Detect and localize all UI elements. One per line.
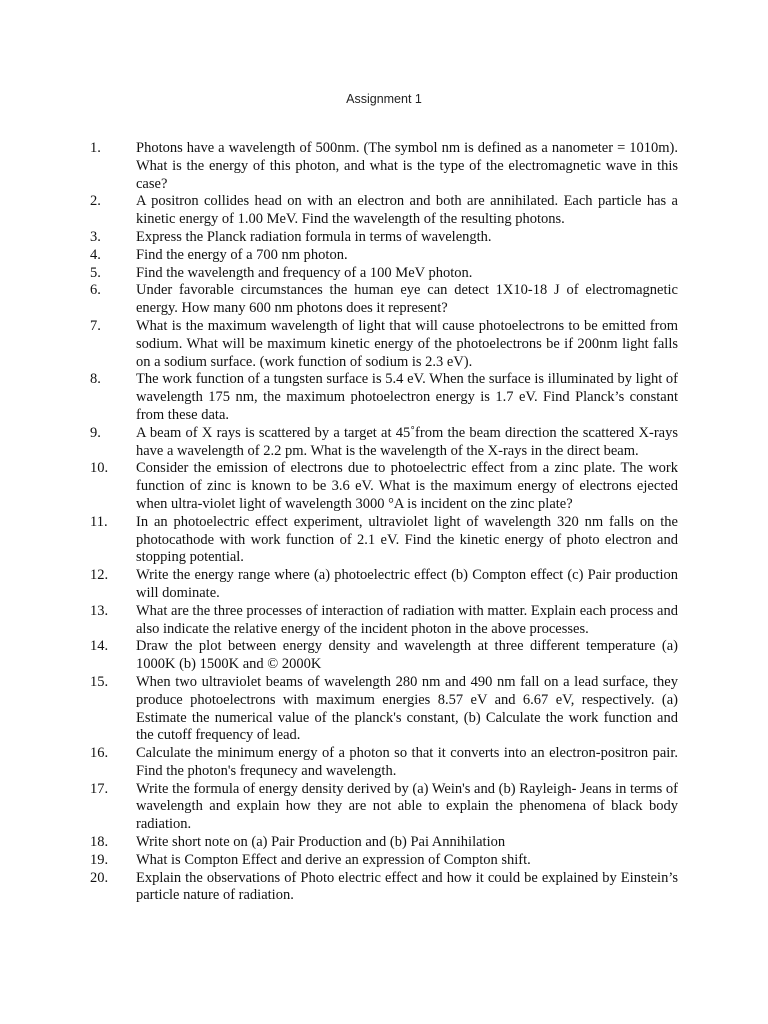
question-item — [0, 140, 768, 193]
question-number: 11. — [90, 513, 108, 530]
question-text: Express the Planck radiation formula in terms of wavelength. — [136, 228, 492, 245]
question-number: 20. — [90, 869, 109, 886]
question-item — [0, 870, 768, 906]
question-text: When two ultraviolet beams of wavelength 280 nm and 490 nm fall on a lead surface, they produce photoelectrons with maximum energies 8.57 eV and 6.67 eV, respectively. (a) Estimate the numerical value of the planck's constant, (b) Calculate the work function and the cutoff frequency of lead. — [136, 673, 678, 744]
question-text: Under favorable circumstances the human eye can detect 1X10-18 J of electromagnetic energy. How many 600 nm photons does it represent? — [136, 282, 678, 317]
question-number: 10. — [90, 460, 109, 477]
question-number: 5. — [90, 264, 101, 281]
question-text: Calculate the minimum energy of a photon so that it converts into an electron-positron pair. Find the photon's frequnecy and wavelength. — [136, 745, 678, 779]
question-text: Find the wavelength and frequency of a 100 MeV photon. — [136, 264, 473, 281]
question-number: 4. — [90, 246, 101, 263]
question-item — [0, 745, 768, 781]
question-item — [0, 781, 768, 834]
question-text: A positron collides head on with an electron and both are annihilated. Each particle has a kinetic energy of 1.00 MeV. Find the wavelength of the resulting photons. — [136, 193, 678, 228]
question-item — [0, 603, 768, 639]
question-item — [0, 265, 768, 283]
question-number: 1. — [90, 140, 101, 156]
question-text: What are the three processes of interaction of radiation with matter. Explain each process and also indicate the relative energy of the incident photon in the above processes. — [136, 602, 678, 637]
question-number: 3. — [90, 228, 101, 245]
question-item — [0, 514, 768, 567]
question-item — [0, 852, 768, 870]
question-number: 19. — [90, 851, 109, 868]
question-number: 12. — [90, 567, 109, 584]
question-item — [0, 193, 768, 229]
question-number: 16. — [90, 745, 109, 762]
question-text: What is Compton Effect and derive an expression of Compton shift. — [136, 851, 531, 868]
question-text: Find the energy of a 700 nm photon. — [136, 246, 348, 263]
question-text: In an photoelectric effect experiment, ultraviolet light of wavelength 320 nm falls on the photocathode with work function of 2.1 eV. Find the kinetic energy of photo electron and stopping potential. — [136, 513, 678, 566]
question-text: Draw the plot between energy density and wavelength at three different temperature (a) 1000K (b) 1500K and © 2000K — [136, 638, 678, 673]
question-text: The work function of a tungsten surface is 5.4 eV. When the surface is illuminated by light of wavelength 175 nm, the maximum photoelectron energy is 1.7 eV. Find Planck’s constant from these data. — [136, 371, 678, 423]
question-number: 7. — [90, 317, 101, 334]
question-item — [0, 371, 768, 424]
question-text: Explain the observations of Photo electric effect and how it could be explained by Einstein’s particle nature of radiation. — [136, 869, 678, 904]
question-list — [0, 140, 768, 905]
question-number: 18. — [90, 834, 109, 851]
question-number: 13. — [90, 602, 109, 619]
question-text: Write the formula of energy density derived by (a) Wein's and (b) Rayleigh- Jeans in terms of wavelength and explain how they are not able to explain the phenomena of black body radiation. — [136, 780, 678, 833]
question-item — [0, 460, 768, 513]
question-text: A beam of X rays is scattered by a target at 45˚from the beam direction the scattered X-rays have a wavelength of 2.2 pm. What is the wavelength of the X-rays in the direct beam. — [136, 424, 678, 459]
question-number: 15. — [90, 673, 109, 690]
question-number: 14. — [90, 638, 109, 655]
question-number: 9. — [90, 424, 101, 441]
question-text: What is the maximum wavelength of light that will cause photoelectrons to be emitted from sodium. What will be maximum kinetic energy of the photoelectrons be if 200nm light falls on a sodium surface. (work function of sodium is 2.3 eV). — [136, 317, 678, 370]
question-number: 6. — [90, 282, 101, 299]
question-text: Photons have a wavelength of 500nm. (The symbol nm is defined as a nanometer = 1010m). What is the energy of this photon, and what is the type of the electromagnetic wave in this case? — [136, 140, 678, 192]
question-item — [0, 318, 768, 371]
question-text: Write the energy range where (a) photoelectric effect (b) Compton effect (c) Pair production will dominate. — [136, 567, 678, 601]
question-number: 2. — [90, 193, 101, 210]
question-item — [0, 229, 768, 247]
question-number: 17. — [90, 780, 109, 797]
question-item — [0, 425, 768, 461]
question-item — [0, 567, 768, 603]
question-text: Consider the emission of electrons due to photoelectric effect from a zinc plate. The work function of zinc is known to be 3.6 eV. What is the maximum energy of electrons ejected when ultra-violet light of wavelength 3000 °A is incident on the zinc plate? — [136, 460, 678, 512]
question-item — [0, 247, 768, 265]
question-number: 8. — [90, 371, 101, 388]
question-item — [0, 282, 768, 318]
question-item — [0, 834, 768, 852]
question-text: Write short note on (a) Pair Production and (b) Pai Annihilation — [136, 834, 506, 851]
page-title: Assignment 1 — [346, 92, 422, 106]
question-item — [0, 674, 768, 745]
question-item — [0, 638, 768, 674]
